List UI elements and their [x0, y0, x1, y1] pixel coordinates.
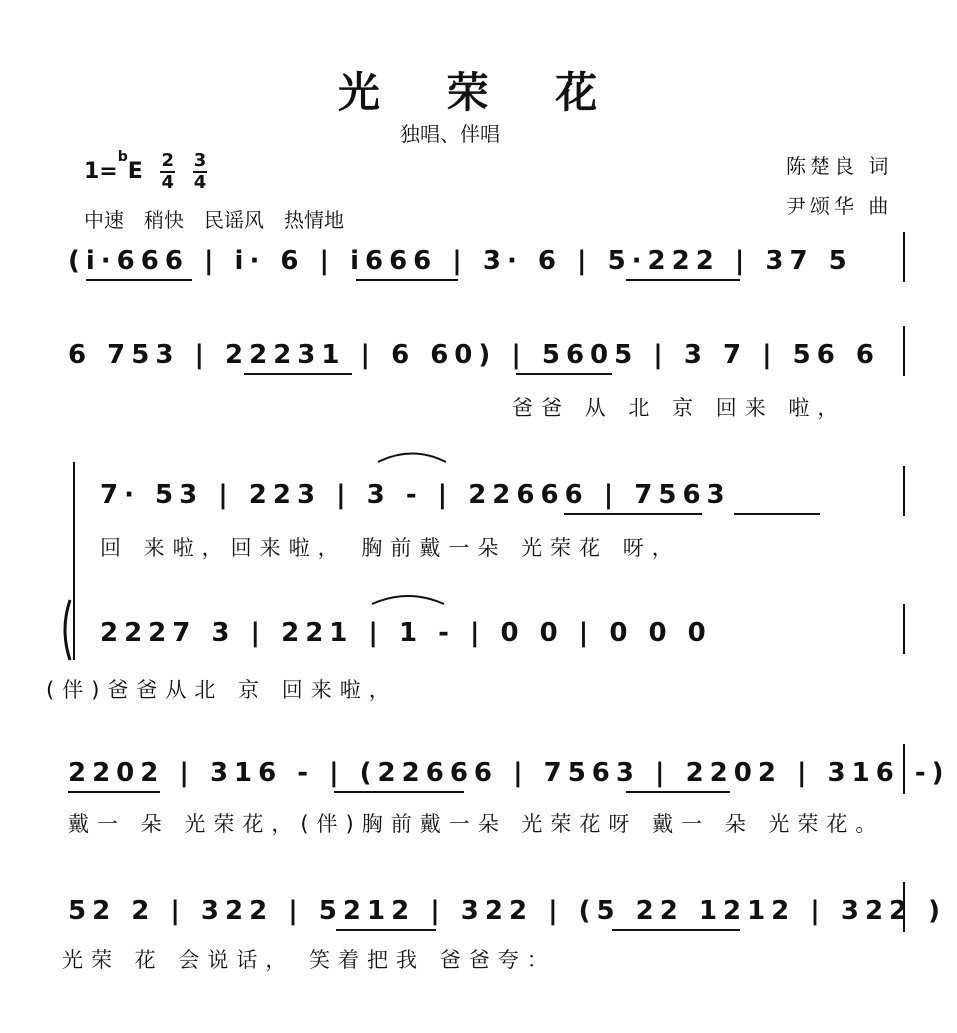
lyrics-line-5: 戴一 朵 光荣花，(伴)胸前戴一朵 光荣花呀 戴一 朵 光荣花。	[68, 812, 885, 836]
notation-line-6: 52 2 | 322 | 5212 | 322 | (5 22 1212 | 322 )	[68, 896, 947, 926]
song-subtitle: 独唱、伴唱	[400, 122, 500, 146]
composer-credit: 尹颂华 曲	[786, 194, 893, 218]
tie-line-4	[372, 596, 444, 604]
notation-line-2: 6 753 | 22231 | 6 60) | 5605 | 3 7 | 56 6	[68, 340, 880, 370]
song-title: 光 荣 花	[338, 68, 624, 117]
notation-line-3: 7· 53 | 223 | 3 - | 22666 | 7563	[100, 480, 731, 510]
lyrics-line-4: (伴)爸爸从北 京 回来啦，	[46, 678, 398, 702]
tempo-marking: 中速 稍快 民谣风 热情地	[84, 208, 344, 232]
key-prefix: 1=	[84, 159, 118, 184]
lyrics-line-2: 爸爸 从 北 京 回来 啦，	[512, 396, 847, 420]
system-brace	[65, 600, 70, 660]
lyricist-credit: 陈楚良 词	[786, 154, 893, 178]
notation-line-1: (i·666 | i· 6 | i666 | 3· 6 | 5·222 | 37 5	[68, 246, 853, 276]
lyrics-line-6: 光荣 花 会说话， 笑着把我 爸爸夸：	[62, 948, 556, 972]
key-note: E	[127, 159, 143, 184]
notation-line-4: 2227 3 | 221 | 1 - | 0 0 | 0 0 0	[100, 618, 712, 648]
lyrics-line-3: 回 来啦，回来啦， 胸前戴一朵 光荣花 呀，	[100, 536, 681, 560]
notation-line-5: 2202 | 316 - | (22666 | 7563 | 2202 | 316 -)	[68, 758, 950, 788]
time-signature-2: $\frac{3}{4}$	[193, 150, 207, 193]
time-signature-1: $\frac{2}{4}$	[161, 150, 175, 193]
flat-symbol: b	[117, 149, 128, 165]
tie-line-3	[378, 454, 446, 463]
